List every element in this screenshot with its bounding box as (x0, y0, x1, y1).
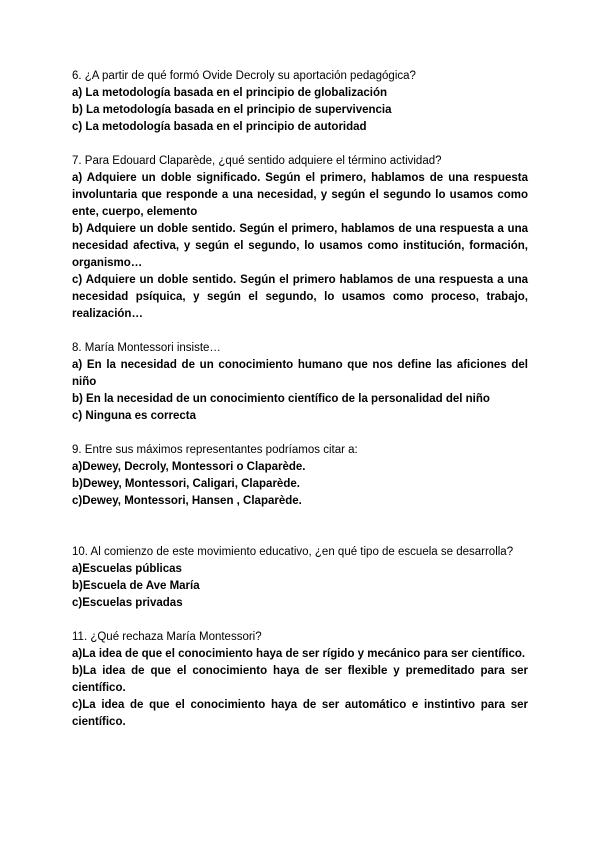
question-8-option-a: a) En la necesidad de un conocimiento humano que nos define las aficiones del niño (72, 359, 528, 388)
question-9-option-a: a)Dewey, Decroly, Montessori o Claparède. (72, 461, 306, 473)
question-6-option-c: c) La metodología basada en el principio de autoridad (72, 121, 367, 133)
question-block-11 (72, 629, 528, 731)
question-10-option-a: a)Escuelas públicas (72, 563, 182, 575)
question-block-7 (72, 153, 528, 323)
question-7-option-a: a) Adquiere un doble significado. Según el primero, hablamos de una respuesta involuntaria que responde a una necesidad, y según el segundo lo usamos como ente, cuerpo, elemento (72, 172, 528, 218)
question-7-option-b: b) Adquiere un doble sentido. Según el primero, hablamos de una respuesta a una necesidad afectiva, y según el segundo, lo usamos como institución, formación, organismo… (72, 223, 528, 269)
question-7-option-c: c) Adquiere un doble sentido. Según el primero hablamos de una respuesta a una necesidad psíquica, y según el segundo, lo usamos como proceso, trabajo, realización… (72, 274, 528, 320)
question-11-option-a: a)La idea de que el conocimiento haya de ser rígido y mecánico para ser científico. (72, 648, 526, 660)
question-10-option-b: b)Escuela de Ave María (72, 580, 200, 592)
question-8-text: 8. María Montessori insiste… (72, 342, 221, 354)
question-6-option-a: a) La metodología basada en el principio de globalización (72, 87, 388, 99)
question-6-text: 6. ¿A partir de qué formó Ovide Decroly su aportación pedagógica? (72, 70, 416, 82)
question-7-text: 7. Para Edouard Claparède, ¿qué sentido adquiere el término actividad? (72, 155, 442, 167)
question-block-9 (72, 442, 528, 510)
question-block-8 (72, 340, 528, 425)
question-8-option-c: c) Ninguna es correcta (72, 410, 196, 422)
question-8-option-b: b) En la necesidad de un conocimiento científico de la personalidad del niño (72, 393, 490, 405)
question-block-10 (72, 544, 528, 612)
question-10-option-c: c)Escuelas privadas (72, 597, 183, 609)
question-block-6 (72, 68, 528, 136)
question-9-option-b: b)Dewey, Montessori, Caligari, Claparède. (72, 478, 300, 490)
question-11-option-c: c)La idea de que el conocimiento haya de ser automático e instintivo para ser científico. (72, 699, 528, 728)
question-9-option-c: c)Dewey, Montessori, Hansen , Claparède. (72, 495, 302, 507)
question-9-text: 9. Entre sus máximos representantes podríamos citar a: (72, 444, 358, 456)
question-6-option-b: b) La metodología basada en el principio de supervivencia (72, 104, 392, 116)
question-11-option-b: b)La idea de que el conocimiento haya de ser flexible y premeditado para ser científico. (72, 665, 528, 694)
question-11-text: 11. ¿Qué rechaza María Montessori? (72, 631, 262, 643)
question-10-text: 10. Al comienzo de este movimiento educativo, ¿en qué tipo de escuela se desarrolla? (72, 546, 514, 558)
document-page (72, 68, 528, 731)
